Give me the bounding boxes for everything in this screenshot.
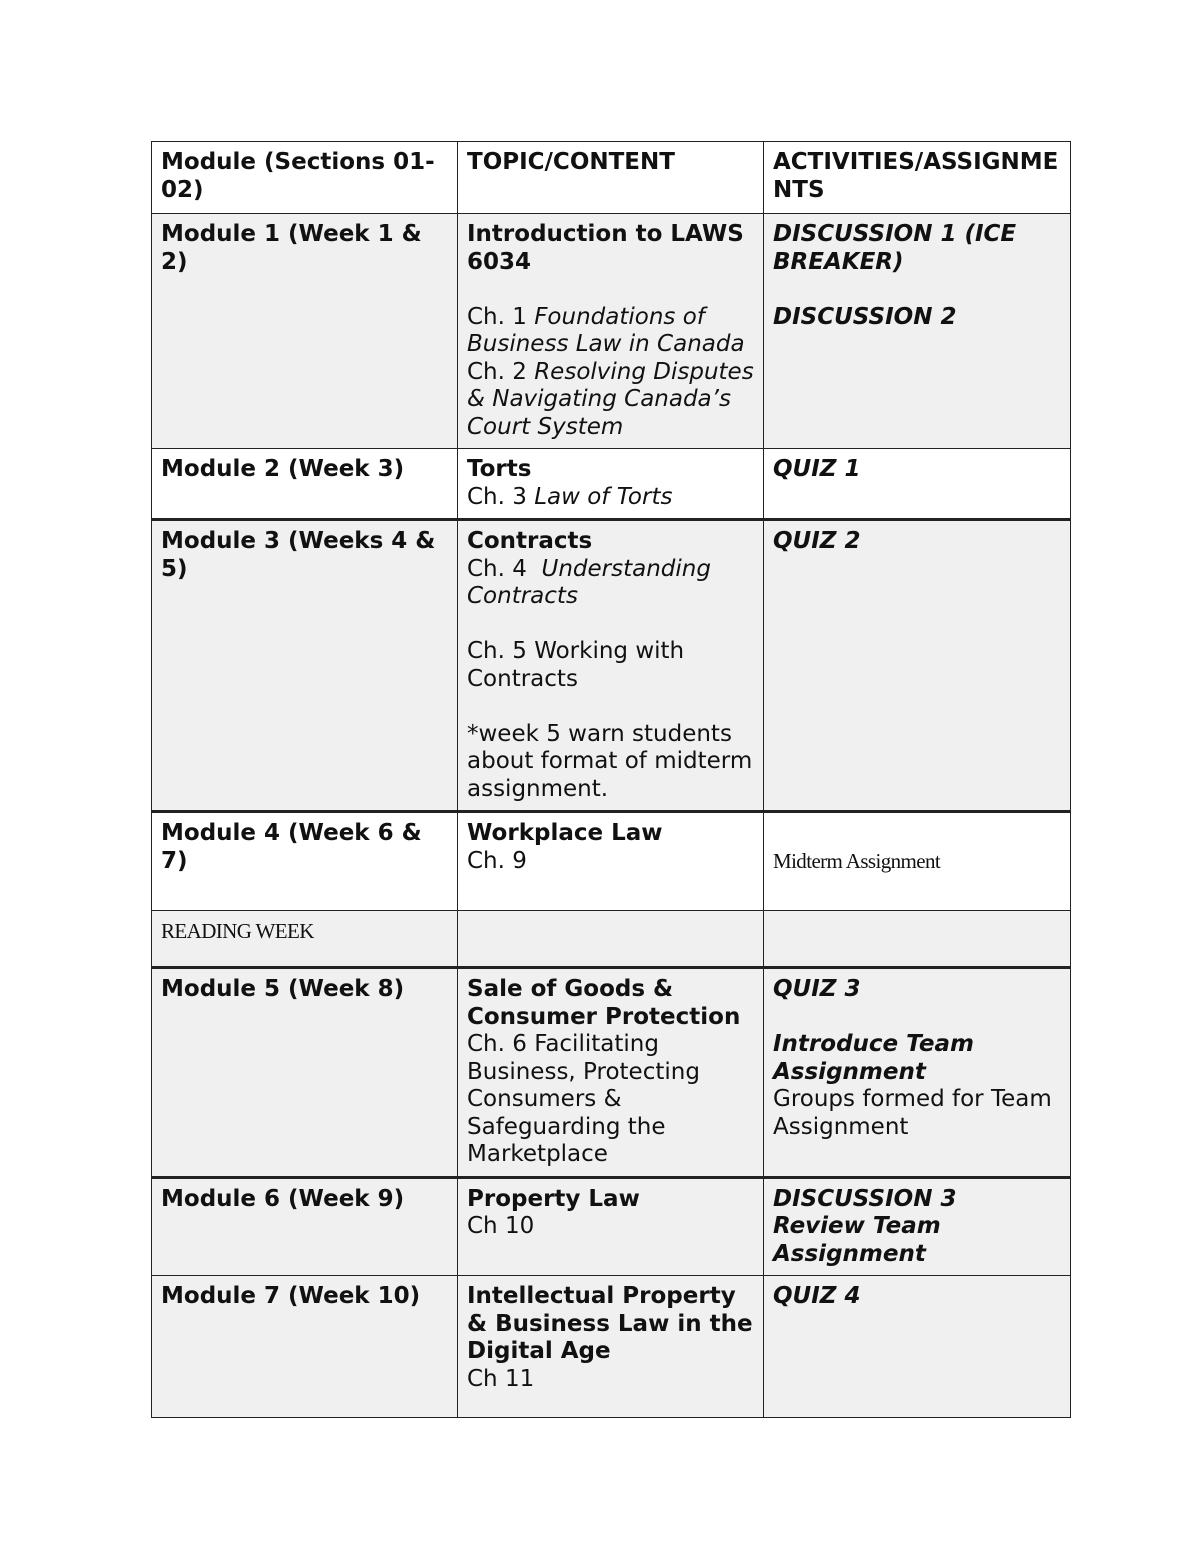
chapter-line: Ch. 6 Facilitating Business, Protecting Consumers & Safeguarding the Marketplace — [467, 1031, 700, 1167]
activities-cell — [764, 1276, 1071, 1418]
module-label: Module 3 (Weeks 4 & 5) — [161, 528, 436, 582]
topic-cell — [458, 1276, 764, 1418]
topic-title: Sale of Goods & Consumer Protection — [467, 976, 741, 1030]
topic-title: Intellectual Property & Business Law in the Digital Age — [467, 1283, 753, 1364]
activities-cell — [764, 214, 1071, 449]
topic-cell — [458, 968, 764, 1178]
header-activities-label: ACTIVITIES/ASSIGNMENTS — [773, 149, 1059, 203]
activities-cell — [764, 520, 1071, 812]
activity-item: DISCUSSION 2 — [773, 303, 957, 330]
module-label: READING WEEK — [161, 919, 314, 943]
header-row — [152, 142, 1071, 214]
activity-item: DISCUSSION 3 — [773, 1185, 957, 1212]
chapter-line: Ch. 2 Resolving Disputes & Navigating Canada’s Court System — [467, 358, 754, 440]
table-row-module-4 — [152, 812, 1071, 911]
chapter-line: Ch. 3 Law of Torts — [467, 483, 673, 510]
module-cell — [152, 214, 458, 449]
chapter-line: Ch. 5 Working with Contracts — [467, 638, 685, 692]
activity-item: QUIZ 4 — [773, 1283, 861, 1309]
activities-cell — [764, 449, 1071, 520]
instructor-note: *week 5 warn students about format of midterm assignment. — [467, 720, 753, 802]
activity-item: Review Team Assignment — [773, 1213, 941, 1267]
table-row-reading-week — [152, 911, 1071, 968]
topic-cell — [458, 1177, 764, 1276]
table-row-module-5 — [152, 968, 1071, 1178]
topic-title: Contracts — [467, 528, 593, 554]
activity-item: QUIZ 1 — [773, 456, 861, 482]
table-row-module-1 — [152, 214, 1071, 449]
chapter-line: Ch 11 — [467, 1365, 535, 1392]
module-cell — [152, 968, 458, 1178]
module-label: Module 1 (Week 1 & 2) — [161, 221, 422, 275]
activities-cell — [764, 812, 1071, 911]
module-cell — [152, 449, 458, 520]
course-schedule-table — [151, 141, 1071, 1418]
topic-cell — [458, 449, 764, 520]
topic-title: Introduction to LAWS 6034 — [467, 221, 744, 275]
table-row-module-2 — [152, 449, 1071, 520]
module-cell — [152, 911, 458, 968]
module-cell — [152, 1177, 458, 1276]
topic-cell — [458, 214, 764, 449]
topic-cell — [458, 911, 764, 968]
activity-item: QUIZ 2 — [773, 528, 861, 554]
chapter-line: Ch 10 — [467, 1213, 535, 1239]
activity-item: QUIZ 3 — [773, 976, 861, 1002]
header-module-label: Module (Sections 01-02) — [161, 149, 435, 203]
topic-title: Workplace Law — [467, 820, 663, 846]
table-row-module-3 — [152, 520, 1071, 812]
header-topic-label: TOPIC/CONTENT — [467, 149, 675, 175]
module-cell — [152, 812, 458, 911]
activity-item: DISCUSSION 1 (ICE BREAKER) — [773, 221, 1017, 275]
activities-cell — [764, 968, 1071, 1178]
activity-item: Introduce Team Assignment — [773, 1031, 974, 1085]
module-label: Module 4 (Week 6 & 7) — [161, 820, 422, 874]
activity-item: Midterm Assignment — [773, 849, 941, 873]
topic-cell — [458, 520, 764, 812]
module-label: Module 7 (Week 10) — [161, 1283, 421, 1309]
activity-item: Groups formed for Team Assignment — [773, 1086, 1052, 1140]
topic-title: Torts — [467, 456, 532, 482]
topic-title: Property Law — [467, 1185, 640, 1212]
chapter-line: Ch. 4 Understanding Contracts — [467, 555, 711, 609]
table-row-module-6 — [152, 1177, 1071, 1276]
table-row-module-7 — [152, 1276, 1071, 1418]
activities-cell — [764, 1177, 1071, 1276]
header-module — [152, 142, 458, 214]
chapter-line: Ch. 1 Foundations of Business Law in Canada — [467, 303, 745, 357]
module-cell — [152, 1276, 458, 1418]
module-label: Module 6 (Week 9) — [161, 1185, 405, 1212]
header-topic — [458, 142, 764, 214]
module-cell — [152, 520, 458, 812]
chapter-line: Ch. 9 — [467, 847, 527, 874]
activities-cell — [764, 911, 1071, 968]
topic-cell — [458, 812, 764, 911]
header-activities — [764, 142, 1071, 214]
module-label: Module 2 (Week 3) — [161, 456, 405, 482]
module-label: Module 5 (Week 8) — [161, 976, 405, 1002]
